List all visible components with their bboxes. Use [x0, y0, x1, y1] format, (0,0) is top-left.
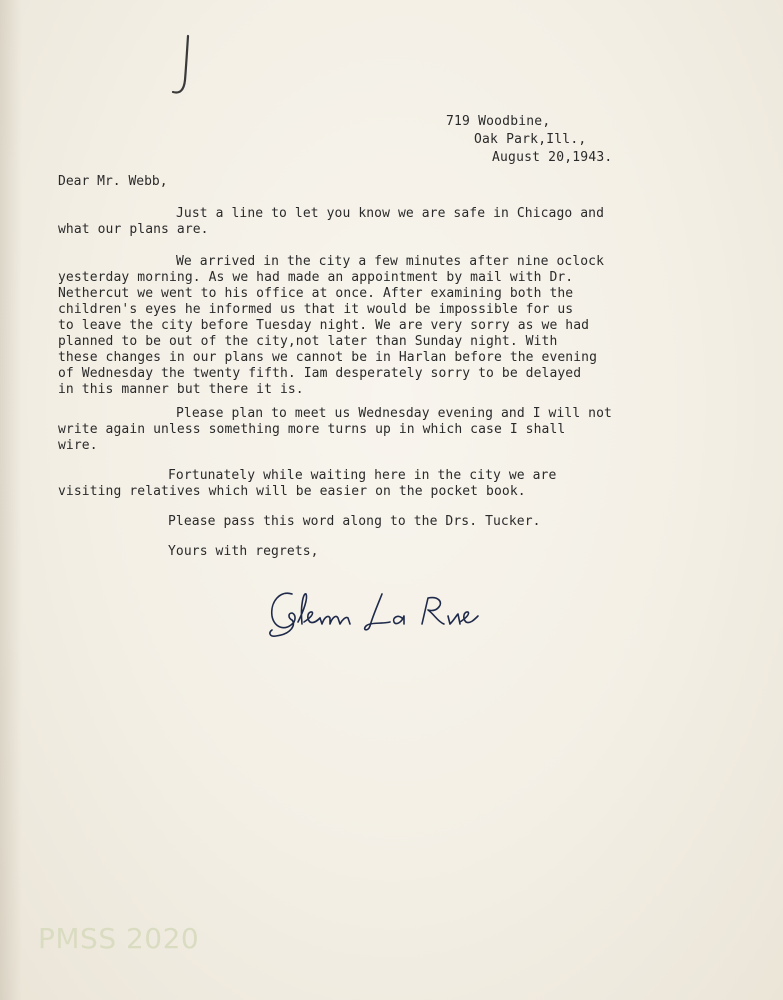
paragraph-line: yesterday morning. As we had made an appointment by mail with Dr.	[58, 270, 574, 285]
paragraph-line: Fortunately while waiting here in the city we are	[168, 468, 557, 483]
paragraph-1	[58, 206, 698, 238]
paragraph-line: We arrived in the city a few minutes after nine oclock	[176, 254, 605, 269]
paragraph-line: visiting relatives which will be easier on the pocket book.	[58, 484, 526, 499]
closing	[58, 544, 698, 560]
paragraph-3	[58, 406, 698, 454]
paragraph-line: to leave the city before Tuesday night. We are very sorry as we had	[58, 318, 590, 333]
address-street: 719 Woodbine,	[446, 114, 551, 129]
paragraph-line: write again unless something more turns up in which case I shall	[58, 422, 566, 437]
paragraph-line: Just a line to let you know we are safe in Chicago and	[176, 206, 605, 221]
paragraph-line: Please plan to meet us Wednesday evening and I will not	[176, 406, 612, 421]
letter-date: August 20,1943.	[492, 150, 613, 165]
paragraph-4	[58, 468, 698, 500]
pencil-check-mark	[168, 32, 198, 98]
paragraph-2	[58, 254, 698, 398]
paragraph-line: Nethercut we went to his office at once. After examining both the	[58, 286, 574, 301]
paragraph-line: children's eyes he informed us that it would be impossible for us	[58, 302, 574, 317]
closing-line: Yours with regrets,	[168, 544, 319, 559]
paper-edge-shadow	[0, 0, 22, 1000]
signature-text: Glenn La Rue	[262, 584, 270, 585]
paragraph-line: Please pass this word along to the Drs. Tucker.	[168, 514, 541, 529]
paragraph-5	[58, 514, 698, 530]
salutation: Dear Mr. Webb,	[58, 174, 168, 189]
watermark: PMSS 2020	[38, 922, 200, 955]
sender-address-block	[440, 113, 760, 167]
paragraph-line: these changes in our plans we cannot be in Harlan before the evening	[58, 350, 598, 365]
paragraph-line: of Wednesday the twenty fifth. Iam desperately sorry to be delayed	[58, 366, 582, 381]
paragraph-line: planned to be out of the city,not later than Sunday night. With	[58, 334, 558, 349]
address-city: Oak Park,Ill.,	[474, 132, 587, 147]
paragraph-line: wire.	[58, 438, 98, 453]
handwritten-signature	[262, 584, 502, 644]
paragraph-line: what our plans are.	[58, 222, 209, 237]
paragraph-line: in this manner but there it is.	[58, 382, 304, 397]
